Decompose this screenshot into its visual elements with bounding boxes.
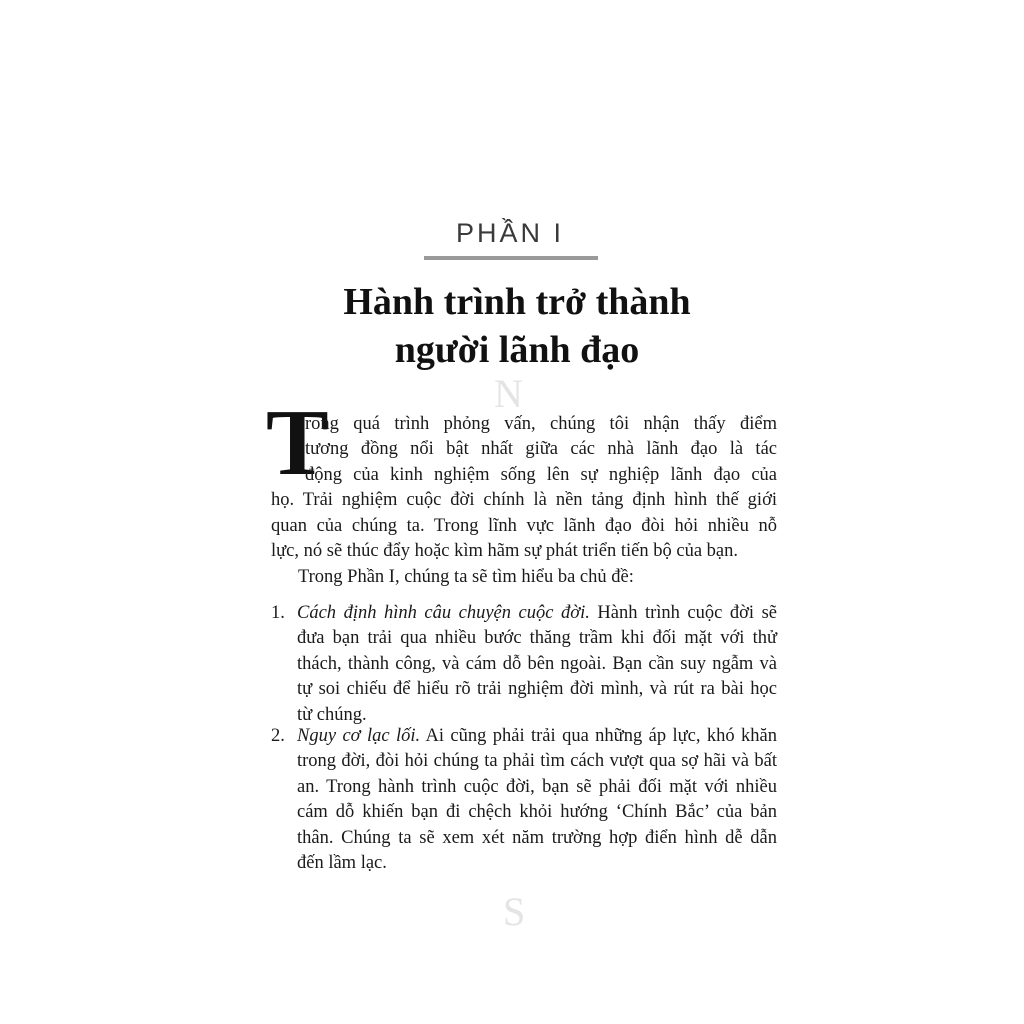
- list-item-line: tự soi chiếu để hiểu rõ trải nghiệm đời mình, và rút ra bài học: [297, 679, 777, 700]
- lead-in-text: Trong Phần I, chúng ta sẽ tìm hiểu ba chủ đề:: [298, 567, 634, 587]
- intro-paragraph-line: rong quá trình phỏng vấn, chúng tôi nhận thấy điểm: [305, 414, 777, 434]
- chapter-title-line-1: Hành trình trở thành: [343, 281, 691, 323]
- list-item-line: trong đời, đòi hỏi chúng ta phải tìm cách vượt qua sợ hãi và bất: [297, 751, 777, 772]
- intro-paragraph-line: động của kinh nghiệm sống lên sự nghiệp lãnh đạo của: [305, 464, 777, 485]
- list-item-line: cám dỗ khiến bạn đi chệch khỏi hướng ‘Chính Bắc’ của bản: [297, 802, 777, 823]
- intro-paragraph-line: lực, nó sẽ thúc đẩy hoặc kìm hãm sự phát triển tiến bộ của bạn.: [271, 541, 739, 561]
- compass-north-watermark: N: [494, 371, 523, 416]
- intro-paragraph-line: họ. Trải nghiệm cuộc đời chính là nền tảng định hình thế giới: [271, 490, 777, 511]
- list-item-heading: Nguy cơ lạc lối.: [297, 726, 421, 746]
- part-underline: [424, 256, 598, 260]
- list-item-line: thân. Chúng ta sẽ xem xét năm trường hợp điển hình dễ dẫn: [297, 827, 777, 848]
- part-label: PHẦN I: [455, 218, 565, 248]
- list-item-line: đến lầm lạc.: [297, 853, 387, 873]
- list-number: 2.: [271, 726, 285, 746]
- list-item-heading: Cách định hình câu chuyện cuộc đời.: [297, 603, 590, 623]
- list-item-line: Nguy cơ lạc lối. Ai cũng phải trải qua những áp lực, khó khăn: [297, 726, 777, 746]
- intro-paragraph-line: quan của chúng ta. Trong lĩnh vực lãnh đạo đòi hỏi nhiều nỗ: [271, 515, 777, 536]
- list-item-line: thách, thành công, và cám dỗ bên ngoài. Bạn cần suy ngẫm và: [297, 653, 777, 674]
- list-number: 1.: [271, 603, 285, 623]
- list-item-line: đưa bạn trải qua nhiều bước thăng trầm khi đối mặt với thử: [297, 628, 777, 649]
- intro-paragraph-line: tương đồng nổi bật nhất giữa các nhà lãnh đạo là tác: [305, 439, 777, 460]
- chapter-title-line-2: người lãnh đạo: [394, 329, 640, 371]
- list-item-line: từ chúng.: [297, 704, 367, 725]
- drop-cap: T: [266, 391, 329, 495]
- list-item-line: an. Trong hành trình cuộc đời, bạn sẽ phải đối mặt với nhiều: [297, 776, 777, 797]
- compass-south-watermark: S: [503, 889, 526, 934]
- list-item-line: Cách định hình câu chuyện cuộc đời. Hành trình cuộc đời sẽ: [297, 603, 777, 623]
